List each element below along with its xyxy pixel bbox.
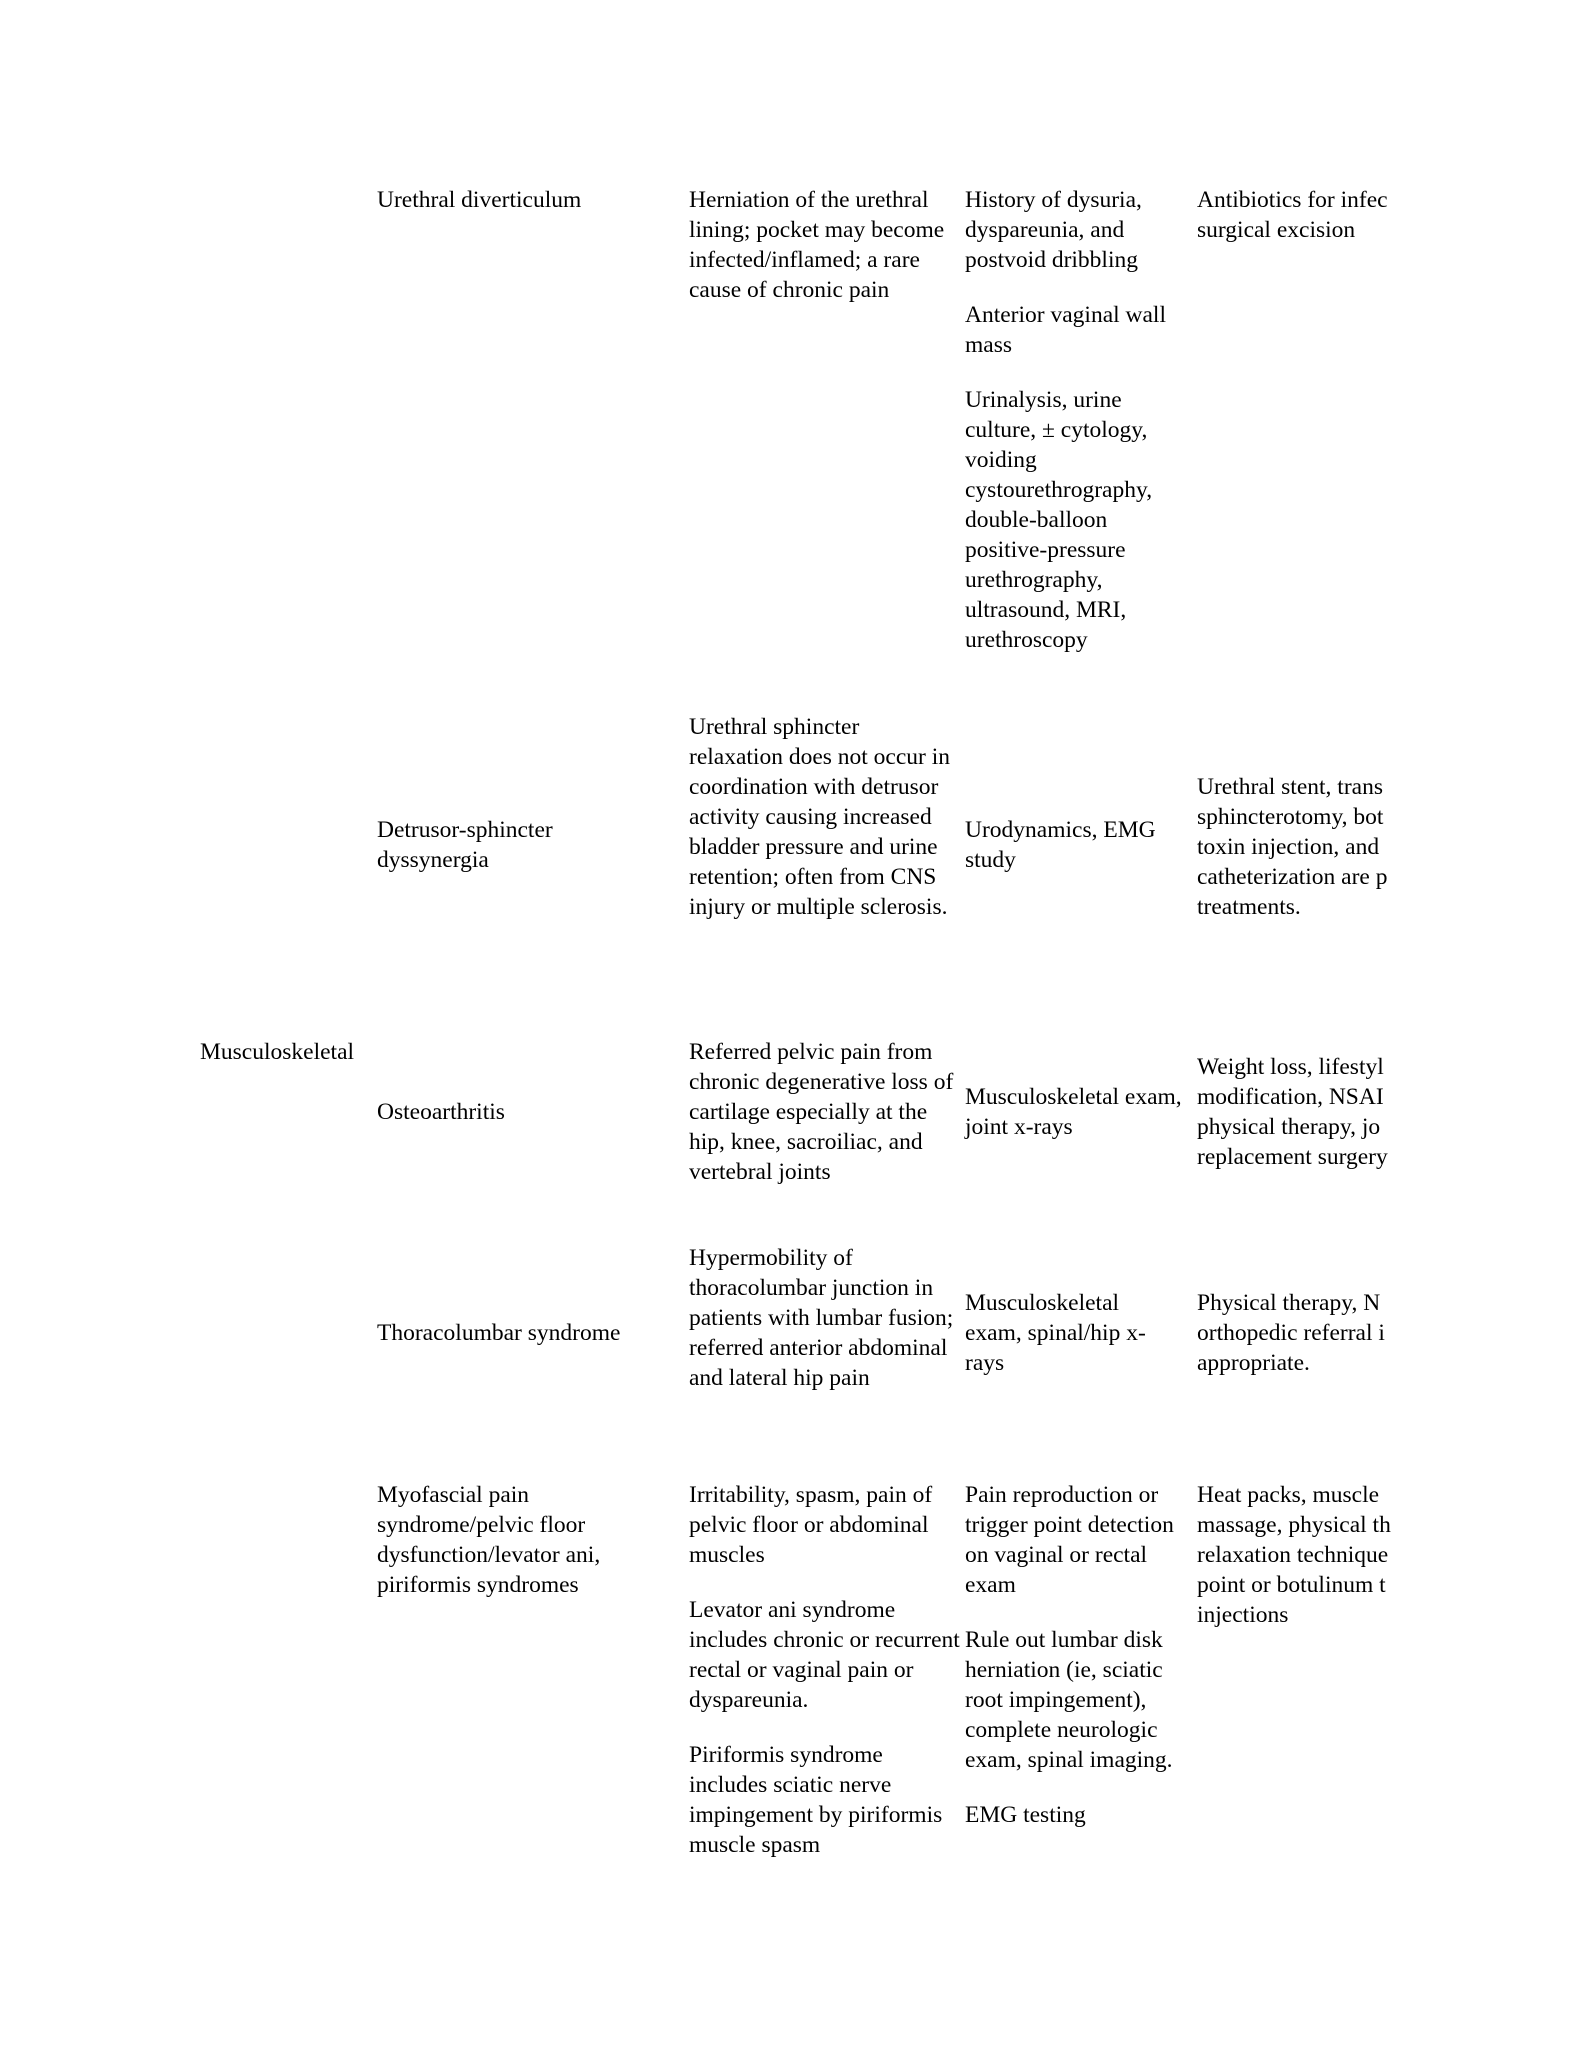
treatment-line: Antibiotics for infec	[1197, 187, 1388, 213]
category-cell	[200, 1037, 380, 1067]
condition-cell	[377, 1318, 677, 1348]
treatment-line: Heat packs, muscle	[1197, 1482, 1380, 1508]
condition-name: Urethral diverticulum	[377, 187, 582, 213]
description-text: Referred pelvic pain from chronic degenerative loss of cartilage especially at the hip, knee, sacroiliac, and vertebral joints	[689, 1039, 954, 1185]
evaluation-text: Urinalysis, urine culture, ± cytology, voiding cystourethrography, double-balloon positive-pressure urethrography, ultrasound, MRI, urethroscopy	[965, 387, 1153, 653]
treatment-cell	[1197, 185, 1402, 245]
treatment-line: physical therapy, jo	[1197, 1114, 1381, 1140]
treatment-line: modification, NSAI	[1197, 1084, 1384, 1110]
treatment-line: massage, physical th	[1197, 1512, 1391, 1538]
treatment-line: orthopedic referral i	[1197, 1320, 1385, 1346]
treatment-line: point or botulinum t	[1197, 1572, 1386, 1598]
description-text: Irritability, spasm, pain of pelvic floor or abdominal muscles	[689, 1482, 933, 1568]
treatment-cell	[1197, 1288, 1402, 1378]
description-text: Piriformis syndrome includes sciatic nerve impingement by piriformis muscle spasm	[689, 1742, 943, 1858]
treatment-line: appropriate.	[1197, 1350, 1310, 1376]
condition-cell	[377, 815, 617, 875]
treatment-line: Weight loss, lifestyl	[1197, 1054, 1384, 1080]
evaluation-text: Pain reproduction or trigger point detection on vaginal or rectal exam	[965, 1482, 1174, 1598]
category-name: Musculoskeletal	[200, 1039, 355, 1065]
treatment-cell	[1197, 1480, 1402, 1630]
condition-name: Myofascial pain syndrome/pelvic floor dysfunction/levator ani, piriformis syndromes	[377, 1482, 601, 1598]
description-cell	[689, 1243, 964, 1393]
evaluation-text: Musculoskeletal exam, spinal/hip x-rays	[965, 1290, 1146, 1376]
condition-cell	[377, 1480, 677, 1600]
evaluation-cell	[965, 1288, 1180, 1378]
treatment-line: Physical therapy, N	[1197, 1290, 1381, 1316]
evaluation-text: EMG testing	[965, 1802, 1086, 1828]
evaluation-cell	[965, 185, 1193, 655]
treatment-line: injections	[1197, 1602, 1289, 1628]
description-cell	[689, 1480, 964, 1860]
condition-name: Detrusor-sphincter dyssynergia	[377, 817, 553, 873]
evaluation-text: History of dysuria, dyspareunia, and postvoid dribbling	[965, 187, 1142, 273]
treatment-line: replacement surgery	[1197, 1144, 1388, 1170]
condition-cell	[377, 185, 677, 215]
description-cell	[689, 712, 951, 922]
treatment-line: relaxation technique	[1197, 1542, 1389, 1568]
description-cell	[689, 1037, 964, 1187]
treatment-line: catheterization are p	[1197, 864, 1388, 890]
evaluation-text: Anterior vaginal wall mass	[965, 302, 1166, 358]
evaluation-text: Rule out lumbar disk herniation (ie, sciatic root impingement), complete neurologic exam, spinal imaging.	[965, 1627, 1173, 1773]
treatment-cell	[1197, 772, 1402, 922]
treatment-cell	[1197, 1052, 1402, 1172]
description-text: Hypermobility of thoracolumbar junction in patients with lumbar fusion; referred anterior abdominal and lateral hip pain	[689, 1245, 954, 1391]
treatment-line: sphincterotomy, bot	[1197, 804, 1384, 830]
evaluation-cell	[965, 1082, 1187, 1142]
evaluation-text: Musculoskeletal exam, joint x-rays	[965, 1084, 1182, 1140]
treatment-line: treatments.	[1197, 894, 1301, 920]
treatment-line: surgical excision	[1197, 217, 1356, 243]
condition-name: Thoracolumbar syndrome	[377, 1320, 621, 1346]
description-text: Levator ani syndrome includes chronic or recurrent rectal or vaginal pain or dyspareunia.	[689, 1597, 960, 1713]
description-cell	[689, 185, 964, 305]
treatment-line: Urethral stent, trans	[1197, 774, 1383, 800]
evaluation-cell	[965, 815, 1193, 875]
treatment-line: toxin injection, and	[1197, 834, 1380, 860]
condition-cell	[377, 1097, 677, 1127]
evaluation-text: Urodynamics, EMG study	[965, 817, 1156, 873]
condition-name: Osteoarthritis	[377, 1099, 505, 1125]
evaluation-cell	[965, 1480, 1193, 1830]
description-text: Urethral sphincter relaxation does not occur in coordination with detrusor activity causing increased bladder pressure and urine retention; often from CNS injury or multiple sclerosis.	[689, 714, 951, 920]
description-text: Herniation of the urethral lining; pocket may become infected/inflamed; a rare cause of chronic pain	[689, 187, 945, 303]
